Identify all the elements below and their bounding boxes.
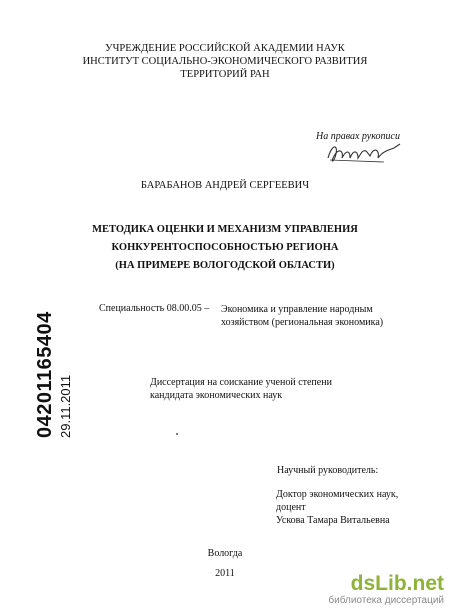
institution-line-2: ИНСТИТУТ СОЦИАЛЬНО-ЭКОНОМИЧЕСКОГО РАЗВИТИЯ xyxy=(82,56,368,67)
stamp-date: 29.11.2011 xyxy=(58,374,73,438)
supervisor-title: доцент xyxy=(276,502,306,513)
supervisor-label: Научный руководитель: xyxy=(277,465,379,476)
specialty-label: Специальность 08.00.05 – xyxy=(99,303,210,314)
year: 2011 xyxy=(215,568,235,579)
stamp-number: 04201165404 xyxy=(34,311,56,438)
watermark xyxy=(328,573,444,607)
author-name: БАРАБАНОВ АНДРЕЙ СЕРГЕЕВИЧ xyxy=(140,180,310,191)
degree-statement xyxy=(150,376,332,402)
institution-line-1: УЧРЕЖДЕНИЕ РОССИЙСКОЙ АКАДЕМИИ НАУК xyxy=(105,43,345,54)
supervisor-info xyxy=(276,488,398,527)
specialty-value-line-2: хозяйством (региональная экономика) xyxy=(221,317,384,328)
title-line-3: (НА ПРИМЕРЕ ВОЛОГОДСКОЙ ОБЛАСТИ) xyxy=(115,260,335,271)
watermark-brand: dsLib.net xyxy=(350,572,444,595)
dissertation-title xyxy=(0,221,450,275)
city: Вологда xyxy=(207,548,243,559)
institution-header xyxy=(0,42,450,81)
title-line-1: МЕТОДИКА ОЦЕНКИ И МЕХАНИЗМ УПРАВЛЕНИЯ xyxy=(92,224,358,235)
supervisor-degree: Доктор экономических наук, xyxy=(276,489,399,500)
specialty-value xyxy=(221,303,383,329)
title-line-2: КОНКУРЕНТОСПОСОБНОСТЬЮ РЕГИОНА xyxy=(111,242,339,253)
speck xyxy=(176,433,178,435)
degree-line-1: Диссертация на соискание ученой степени xyxy=(150,377,332,388)
supervisor-name: Ускова Тамара Витальевна xyxy=(276,515,390,526)
handwritten-signature xyxy=(324,140,404,168)
library-stamp xyxy=(34,311,73,438)
rights-note: На правах рукописи xyxy=(316,131,400,142)
specialty-value-line-1: Экономика и управление народным xyxy=(221,304,373,315)
watermark-subtitle: библиотека диссертаций xyxy=(328,595,444,606)
institution-line-3: ТЕРРИТОРИЙ РАН xyxy=(180,69,270,80)
degree-line-2: кандидата экономических наук xyxy=(150,390,283,401)
